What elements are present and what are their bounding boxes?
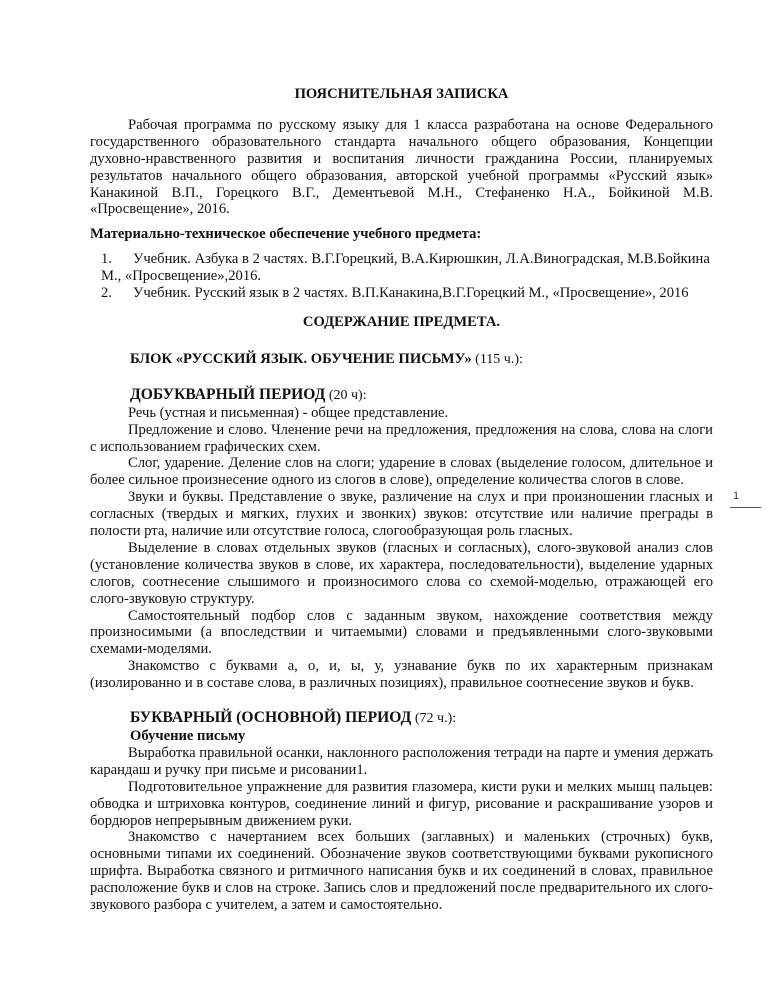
textbook-text: Учебник. Азбука в 2 частях. В.Г.Горецкий, В.А.Кирюшкин, Л.А.Виноградская, М.В.Бойкина М., «Просвещение»,2016. — [101, 251, 710, 285]
paragraph: Слог, ударение. Деление слов на слоги; ударение в словах (выделение голосом, длительное и более сильное произнесение одного из слогов в слове), определение количества слогов в слове. — [90, 455, 713, 489]
block-title: БЛОК «РУССКИЙ ЯЗЫК. ОБУЧЕНИЕ ПИСЬМУ» — [130, 350, 472, 367]
paragraph: Звуки и буквы. Представление о звуке, различение на слух и при произношении гласных и согласных (твердых и мягких, глухих и звонких) звуков: отсутствие или наличие преграды в полости рта, наличие или отсутствие голоса, слогообразующая роль гласных. — [90, 489, 713, 540]
textbook-list — [90, 251, 713, 302]
pre-period-hours: (20 ч): — [325, 387, 367, 403]
main-period-title: БУКВАРНЫЙ (ОСНОВНОЙ) ПЕРИОД — [130, 709, 412, 727]
textbook-item — [101, 251, 713, 285]
page-number: 1 — [733, 490, 740, 502]
pre-period-title: ДОБУКВАРНЫЙ ПЕРИОД — [130, 385, 326, 403]
paragraph: Знакомство с буквами а, о, и, ы, у, узнавание букв по их характерным признакам (изолированно и в составе слова, в различных позициях), правильное соотнесение звуков и букв. — [90, 658, 713, 692]
main-period-hours: (72 ч.): — [411, 711, 457, 727]
textbook-item — [101, 285, 713, 302]
paragraph: Самостоятельный подбор слов с заданным звуком, нахождение соответствия между произносимыми (а впоследствии и читаемыми) словами и предъявленными слого-звуковыми схемами-моделями. — [90, 607, 713, 658]
pre-period-heading — [130, 387, 713, 405]
document-title: ПОЯСНИТЕЛЬНАЯ ЗАПИСКА — [294, 86, 509, 102]
paragraph: Речь (устная и письменная) - общее представление. — [128, 404, 449, 421]
paragraph: Выработка правильной осанки, наклонного расположения тетради на парте и умения держать карандаш и ручку при письме и рисовании1. — [90, 744, 713, 778]
paragraph: Подготовительное упражнение для развития глазомера, кисти руки и мелких мышц пальцев: обводка и штриховка контуров, соединение линий и фигур, рисование и раскрашивание узоров и бордюров непрерывным движением руки. — [90, 778, 713, 829]
list-number: 2. — [101, 285, 112, 302]
textbook-text: Учебник. Русский язык в 2 частях. В.П.Канакина,В.Г.Горецкий М., «Просвещение», 2016 — [133, 285, 689, 302]
intro-paragraph: Рабочая программа по русскому языку для 1 класса разработана на основе Федерального государственного образовательного стандарта начального общего образования, Концепции духовно-нравственного развития и воспитания личности гражданина России, планируемых результатов начального общего образования, авторской учебной программы «Русский язык» Канакиной В.П., Горецкого В.Г., Дементьевой М.Н., Стефаненко Н.А., Бойкиной М.В. «Просвещение», 2016. — [90, 116, 713, 218]
content-heading: СОДЕРЖАНИЕ ПРЕДМЕТА. — [302, 313, 501, 330]
page-number-rule — [730, 507, 761, 508]
paragraph: Предложение и слово. Членение речи на предложения, предложения на слова, слова на слоги с использованием графических схем. — [90, 421, 713, 455]
block-heading — [130, 351, 713, 369]
materials-heading: Материально-техническое обеспечение учебного предмета: — [90, 226, 482, 243]
list-number: 1. — [101, 251, 112, 268]
main-period-heading — [130, 710, 713, 728]
paragraph: Выделение в словах отдельных звуков (гласных и согласных), слого-звуковой анализ слов (установление количества звуков в слове, их характера, последовательности), выделение ударных слогов, соотнесение слышимого и произносимого слова со схемой-моделью, отражающей его слого-звуковую структуру. — [90, 539, 713, 607]
document-body — [90, 80, 713, 914]
paragraph: Знакомство с начертанием всех больших (заглавных) и маленьких (строчных) букв, основными типами их соединений. Обозначение звуков соответствующими буквами рукописного шрифта. Выработка связного и ритмичного написания букв и их соединений в словах, правильное расположение букв и слов на строке. Запись слов и предложений после предварительного их слого-звукового разбора с учителем, а затем и самостоятельно. — [90, 829, 713, 914]
block-hours: (115 ч.): — [471, 351, 523, 367]
subheading: Обучение письму — [130, 728, 246, 744]
